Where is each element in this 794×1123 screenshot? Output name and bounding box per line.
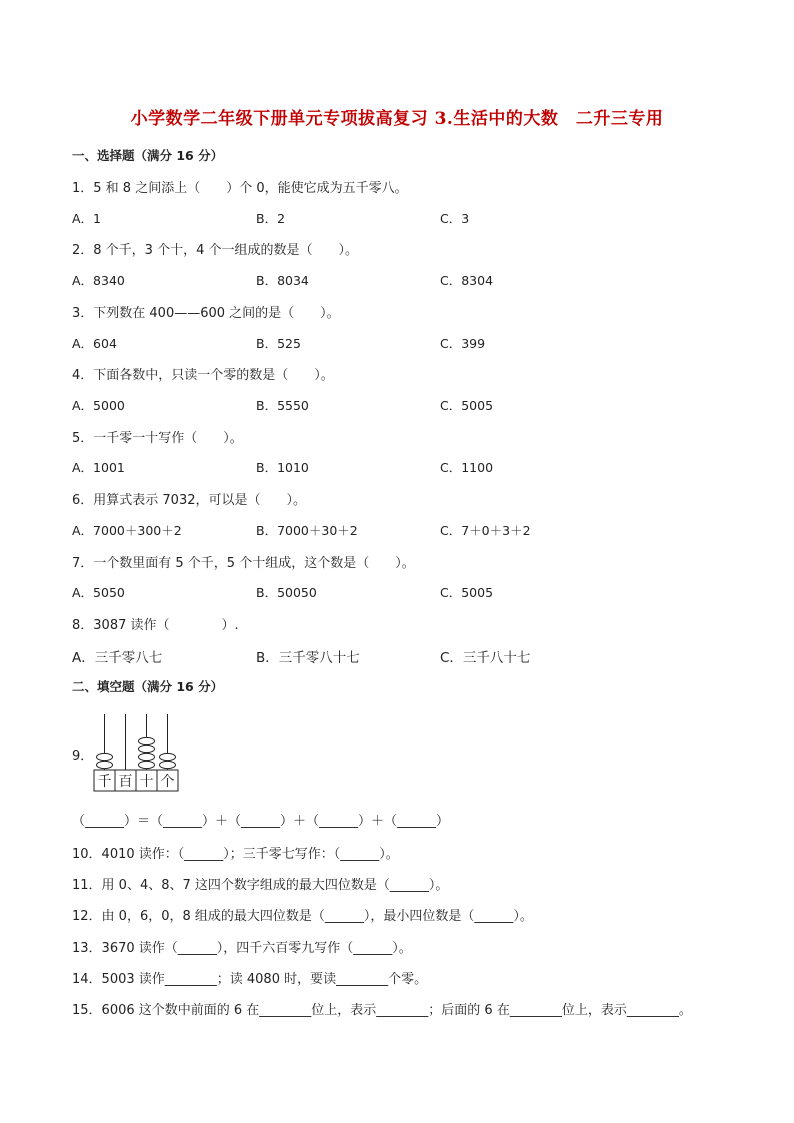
option-a[interactable]: A．7000＋300＋2 (72, 523, 182, 538)
option-b[interactable]: B．525 (256, 336, 301, 351)
options-1 (72, 209, 712, 227)
section-heading-fill: 二、填空题（满分 16 分） (72, 679, 224, 694)
abacus-place-label: 百 (118, 774, 133, 790)
question-3: 3．下列数在 400——600 之间的是（ ）。 (72, 306, 340, 321)
option-c[interactable]: C．5005 (440, 585, 494, 600)
question-5: 5．一千零一十写作（ ）。 (72, 431, 243, 446)
option-b[interactable]: B．50050 (256, 585, 317, 600)
question-7: 7．一个数里面有 5 个千，5 个十组成，这个数是（ ）。 (72, 556, 415, 571)
abacus-bead (160, 761, 176, 768)
option-a[interactable]: A．1 (72, 211, 102, 226)
option-a[interactable]: A．8340 (72, 273, 125, 288)
question-12: 12．由 0，6，0，8 组成的最大四位数是（______），最小四位数是（______）。 (72, 909, 533, 924)
option-c[interactable]: C．8304 (440, 273, 494, 288)
question-4: 4．下面各数中，只读一个零的数是（ ）。 (72, 368, 334, 383)
abacus-bead (139, 745, 155, 752)
options-8 (72, 646, 712, 664)
option-b[interactable]: B．2 (256, 211, 286, 226)
abacus-bead (97, 753, 113, 760)
question-6: 6．用算式表示 7032，可以是（ ）。 (72, 493, 306, 508)
option-c[interactable]: C．3 (440, 211, 470, 226)
question-9 (72, 712, 192, 794)
abacus-bead (139, 761, 155, 768)
options-2 (72, 271, 712, 289)
question-14: 14．5003 读作________；读 4080 时，要读________个零。 (72, 972, 428, 987)
page-title: 小学数学二年级下册单元专项拔高复习 3.生活中的大数 二升三专用 (130, 109, 664, 129)
question-9-equation: （______）＝（______）＋（______）＋（______）＋（______） (72, 814, 450, 829)
abacus-bead (160, 753, 176, 760)
option-b[interactable]: B．8034 (256, 273, 309, 288)
question-11: 11．用 0、4、8、7 这四个数字组成的最大四位数是（______）。 (72, 878, 449, 893)
question-2: 2．8 个千，3 个十，4 个一组成的数是（ ）。 (72, 243, 358, 258)
option-c[interactable]: C．1100 (440, 460, 494, 475)
option-b[interactable]: B．7000＋30＋2 (256, 523, 358, 538)
abacus-bead (139, 753, 155, 760)
options-5 (72, 458, 712, 476)
options-7 (72, 583, 712, 601)
question-10: 10．4010 读作：（______）；三千零七写作：（______）。 (72, 847, 399, 862)
option-a[interactable]: A．1001 (72, 460, 125, 475)
option-c[interactable]: C．三千八十七 (440, 650, 531, 666)
options-4 (72, 396, 712, 414)
option-c[interactable]: C．399 (440, 336, 486, 351)
question-15: 15．6006 这个数中前面的 6 在________位上，表示________；后面的 6 在________位上，表示________。 (72, 1003, 692, 1018)
option-a[interactable]: A．604 (72, 336, 117, 351)
abacus-place-label: 十 (139, 774, 154, 790)
options-3 (72, 334, 712, 352)
option-a[interactable]: A．5000 (72, 398, 125, 413)
question-13: 13．3670 读作（______），四千六百零九写作（______）。 (72, 941, 412, 956)
question-1: 1．5 和 8 之间添上（ ）个 0，能使它成为五千零八。 (72, 181, 408, 196)
option-c[interactable]: C．5005 (440, 398, 494, 413)
option-b[interactable]: B．5550 (256, 398, 309, 413)
options-6 (72, 521, 712, 539)
option-b[interactable]: B．三千零八十七 (256, 650, 360, 666)
option-a[interactable]: A．三千零八七 (72, 650, 163, 666)
abacus-place-label: 千 (97, 774, 112, 790)
option-b[interactable]: B．1010 (256, 460, 309, 475)
abacus-place-label: 个 (160, 774, 175, 790)
section-heading-choice: 一、选择题（满分 16 分） (72, 148, 224, 163)
abacus-bead (139, 737, 155, 744)
question-8: 8．3087 读作（ ）. (72, 618, 239, 633)
option-a[interactable]: A．5050 (72, 585, 125, 600)
question-number: 9． (72, 749, 94, 764)
option-c[interactable]: C．7＋0＋3＋2 (440, 523, 531, 538)
abacus-bead (97, 761, 113, 768)
abacus-diagram (92, 712, 202, 794)
